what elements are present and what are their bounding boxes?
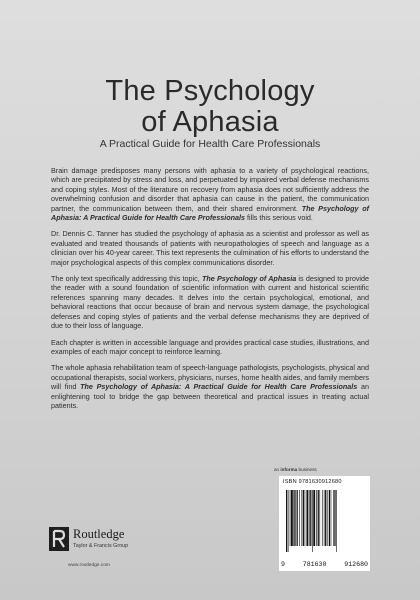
blurb-paragraph-4: Each chapter is written in accessible language and provides practical case studies, illustrations, and examples of each major concept to reinforce learning. [51,337,369,356]
blurb-book-title: The Psychology of Aphasia [201,274,297,284]
barcode-lead-digit: 9 [281,561,285,568]
barcode-left-digits: 781630 [302,561,327,568]
barcode-bar [318,490,319,546]
barcode-bar [293,490,294,546]
blurb-book-title: The Psychology of Aphasia: A Practical Guide for Health Care Professionals [80,382,358,392]
barcode-bar [290,490,291,546]
isbn-label: ISBN 9781630912680 [283,479,342,485]
book-title-line-2: of Aphasia [141,106,279,138]
barcode-bar [297,490,298,546]
informa-name: informa [280,467,298,472]
barcode-bar [291,490,293,546]
blurb-text: The only text specifically addressing this topic, [51,274,202,284]
back-cover-blurb [51,166,369,417]
barcode-bar [295,490,296,546]
barcode-digits [281,561,368,568]
publisher-url: www.routledge.com [68,563,110,568]
barcode-right-digits: 912680 [344,561,368,568]
blurb-text: an enlightening tool to bridge the gap between theoretical and practical issues in treating actual patients. [51,382,369,410]
blurb-text: fills this serious void. [245,213,313,223]
barcode-bar [334,490,335,546]
barcode-bars [283,488,366,558]
barcode-bar [306,490,308,546]
barcode-bar [313,490,315,546]
barcode-bar [329,490,330,546]
barcode-bar [310,490,311,546]
barcode-bar [331,490,332,546]
blurb-text: is designed to provide the reader with a sound foundation of scientific information with current and historical scientific references spanning many decades. It delves into the certain psychological, emotional, and behavioral reactions that occur because of brain and nervous system damage, the psychological defenses and coping styles of patients and the verbal defense mechanisms they are deprived of due to their loss of language. [51,274,369,331]
blurb-text: The whole aphasia rehabilitation team of speech-language pathologists, psychologists, physical and occupational therapists, social workers, physicians, nurses, home health aides, and family members will find [51,363,369,392]
barcode-bar [327,490,328,546]
barcode-bar [309,490,310,546]
barcode-bar [303,490,304,546]
barcode-bar [299,490,300,546]
barcode-bar [286,490,287,552]
barcode-bar [319,490,320,546]
publisher-name: Routledge [73,527,125,541]
publisher-group: Taylor & Francis Group [73,543,129,549]
barcode-bar [288,490,289,552]
barcode-bar [322,490,323,546]
informa-prefix: an [274,467,281,472]
barcode-bar [325,490,326,546]
blurb-text: Brain damage predisposes many persons with aphasia to a variety of psychological reactions, which are precipitated by stress and loss, and perpetuated by impaired verbal defense mechanisms and coping styles. Most of the literature on recovery from aphasia does not sufficiently address the overwhelming confusion and disorder that aphasia can cause in the patient, the communication partner, the communication between them, and their shared environment. [51,166,369,213]
routledge-logo-icon [49,527,69,551]
barcode-bar [302,490,303,546]
book-subtitle: A Practical Guide for Health Care Professionals [99,138,321,150]
barcode-bar [336,490,337,552]
barcode-bar [324,490,325,546]
barcode-bar [305,490,306,546]
blurb-paragraph-3 [51,274,369,330]
isbn-barcode-box [279,476,370,571]
blurb-paragraph-1 [51,166,369,222]
barcode-bar [312,490,313,552]
barcode-bar [333,490,334,546]
barcode-bar [316,490,317,546]
blurb-paragraph-5 [51,363,369,410]
blurb-book-title: The Psychology of Aphasia: A Practical Guide for Health Care Professionals [51,203,369,223]
blurb-paragraph-2: Dr. Dennis C. Tanner has studied the psychology of aphasia as a scientist and professor as well as evaluated and treated thousands of patients with neuropathologies of speech and language as a clinician over his 40-year career. This text represents the culmination of his efforts to understand the major psychological aspects of this complex communications disorder. [51,229,369,267]
informa-suffix: business [297,467,317,472]
book-title-line-1: The Psychology [105,75,315,107]
informa-business-tagline [274,467,370,472]
